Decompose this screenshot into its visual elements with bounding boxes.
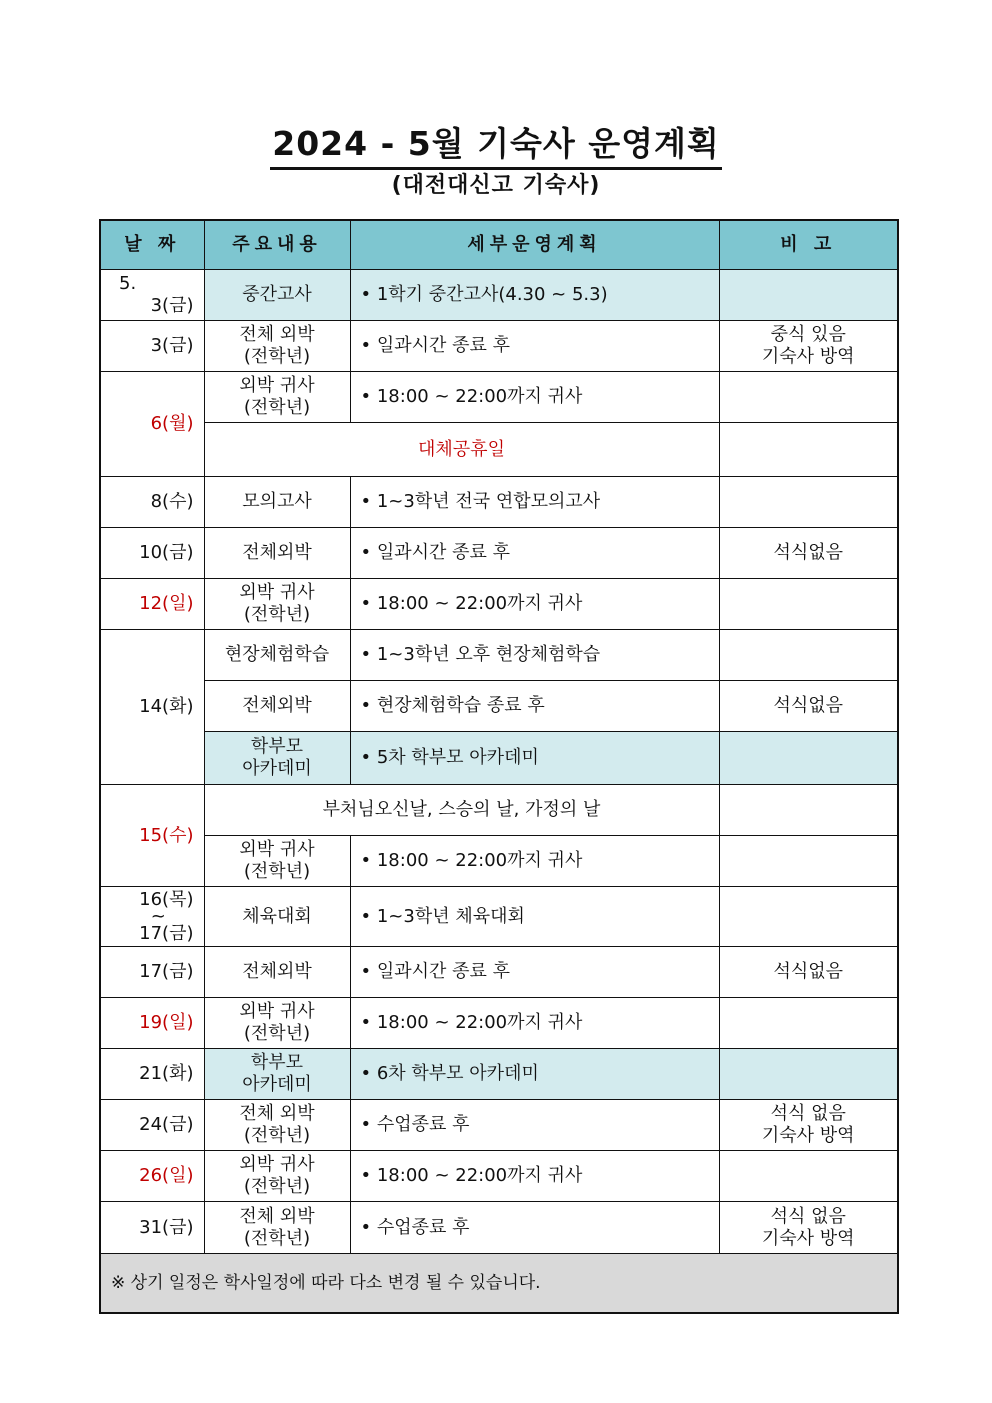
note-cell: 석식없음 <box>719 947 898 998</box>
note-cell <box>719 732 898 785</box>
table-row <box>100 998 898 1049</box>
note-cell <box>719 477 898 528</box>
content-cell: 모의고사 <box>204 477 350 528</box>
footnote: ※ 상기 일정은 학사일정에 따라 다소 변경 될 수 있습니다. <box>100 1254 898 1314</box>
note-cell: 석식 없음 기숙사 방역 <box>719 1100 898 1151</box>
date-cell: 10(금) <box>100 528 204 579</box>
detail-cell: • 수업종료 후 <box>350 1202 719 1254</box>
holiday-cell: 대체공휴일 <box>204 423 719 477</box>
detail-cell: • 현장체험학습 종료 후 <box>350 681 719 732</box>
content-cell: 전체 외박 (전학년) <box>204 1202 350 1254</box>
table-row <box>100 836 898 887</box>
table-row <box>100 1049 898 1100</box>
detail-cell: • 1학기 중간고사(4.30 ~ 5.3) <box>350 270 719 321</box>
date-cell: 15(수) <box>100 785 204 887</box>
note-cell <box>719 998 898 1049</box>
detail-cell: • 5차 학부모 아카데미 <box>350 732 719 785</box>
date-cell: 14(화) <box>100 630 204 785</box>
table-row <box>100 681 898 732</box>
content-cell: 전체외박 <box>204 681 350 732</box>
note-cell <box>719 630 898 681</box>
table-row <box>100 1151 898 1202</box>
detail-cell: • 1~3학년 체육대회 <box>350 887 719 947</box>
date-cell: 21(화) <box>100 1049 204 1100</box>
date-cell: 26(일) <box>100 1151 204 1202</box>
table-row <box>100 1100 898 1151</box>
date-cell: 17(금) <box>100 947 204 998</box>
header-detail: 세부운영계획 <box>350 220 719 270</box>
table-row <box>100 630 898 681</box>
content-cell: 외박 귀사 (전학년) <box>204 836 350 887</box>
table-row <box>100 270 898 321</box>
detail-cell: • 18:00 ~ 22:00까지 귀사 <box>350 998 719 1049</box>
date-cell: 5. 3(금) <box>100 270 204 321</box>
detail-cell: • 18:00 ~ 22:00까지 귀사 <box>350 836 719 887</box>
detail-cell: • 18:00 ~ 22:00까지 귀사 <box>350 372 719 423</box>
note-cell <box>719 372 898 423</box>
detail-cell: • 일과시간 종료 후 <box>350 947 719 998</box>
content-cell: 외박 귀사 (전학년) <box>204 372 350 423</box>
detail-cell: • 6차 학부모 아카데미 <box>350 1049 719 1100</box>
header-note: 비 고 <box>719 220 898 270</box>
table-row <box>100 1202 898 1254</box>
page-subtitle: (대전대신고 기숙사) <box>391 173 601 198</box>
title-text: 2024 - 5월 기숙사 운영계획 <box>270 118 721 170</box>
table-header-row <box>100 220 898 270</box>
table-row <box>100 321 898 372</box>
event-cell: 부처님오신날, 스승의 날, 가정의 날 <box>204 785 719 836</box>
header-content: 주요내용 <box>204 220 350 270</box>
table-row <box>100 423 898 477</box>
content-cell: 외박 귀사 (전학년) <box>204 1151 350 1202</box>
content-cell: 학부모 아카데미 <box>204 732 350 785</box>
table-row <box>100 528 898 579</box>
detail-cell: • 수업종료 후 <box>350 1100 719 1151</box>
date-cell: 31(금) <box>100 1202 204 1254</box>
note-cell <box>719 785 898 836</box>
footnote-row <box>100 1254 898 1314</box>
date-cell: 16(목) ~ 17(금) <box>100 887 204 947</box>
content-cell: 전체외박 <box>204 947 350 998</box>
schedule-table <box>99 219 899 1314</box>
content-cell: 학부모 아카데미 <box>204 1049 350 1100</box>
content-cell: 전체 외박 (전학년) <box>204 321 350 372</box>
detail-cell: • 18:00 ~ 22:00까지 귀사 <box>350 579 719 630</box>
note-cell: 석식없음 <box>719 528 898 579</box>
date-cell: 3(금) <box>100 321 204 372</box>
note-cell: 중식 있음 기숙사 방역 <box>719 321 898 372</box>
note-cell <box>719 423 898 477</box>
note-cell <box>719 1049 898 1100</box>
note-cell <box>719 579 898 630</box>
note-cell: 석식 없음 기숙사 방역 <box>719 1202 898 1254</box>
note-cell: 석식없음 <box>719 681 898 732</box>
detail-cell: • 18:00 ~ 22:00까지 귀사 <box>350 1151 719 1202</box>
content-cell: 외박 귀사 (전학년) <box>204 998 350 1049</box>
note-cell <box>719 836 898 887</box>
table-row <box>100 732 898 785</box>
page-title <box>0 118 992 170</box>
content-cell: 전체외박 <box>204 528 350 579</box>
content-cell: 중간고사 <box>204 270 350 321</box>
date-cell: 6(월) <box>100 372 204 477</box>
table-row <box>100 372 898 423</box>
detail-cell: • 1~3학년 오후 현장체험학습 <box>350 630 719 681</box>
table-row <box>100 785 898 836</box>
note-cell <box>719 1151 898 1202</box>
content-cell: 외박 귀사 (전학년) <box>204 579 350 630</box>
content-cell: 현장체험학습 <box>204 630 350 681</box>
date-cell: 8(수) <box>100 477 204 528</box>
date-cell: 24(금) <box>100 1100 204 1151</box>
detail-cell: • 일과시간 종료 후 <box>350 528 719 579</box>
content-cell: 전체 외박 (전학년) <box>204 1100 350 1151</box>
date-cell: 12(일) <box>100 579 204 630</box>
date-cell: 19(일) <box>100 998 204 1049</box>
header-date: 날 짜 <box>100 220 204 270</box>
table-row <box>100 947 898 998</box>
note-cell <box>719 270 898 321</box>
detail-cell: • 일과시간 종료 후 <box>350 321 719 372</box>
content-cell: 체육대회 <box>204 887 350 947</box>
table-row <box>100 887 898 947</box>
table-row <box>100 477 898 528</box>
detail-cell: • 1~3학년 전국 연합모의고사 <box>350 477 719 528</box>
note-cell <box>719 887 898 947</box>
table-row <box>100 579 898 630</box>
